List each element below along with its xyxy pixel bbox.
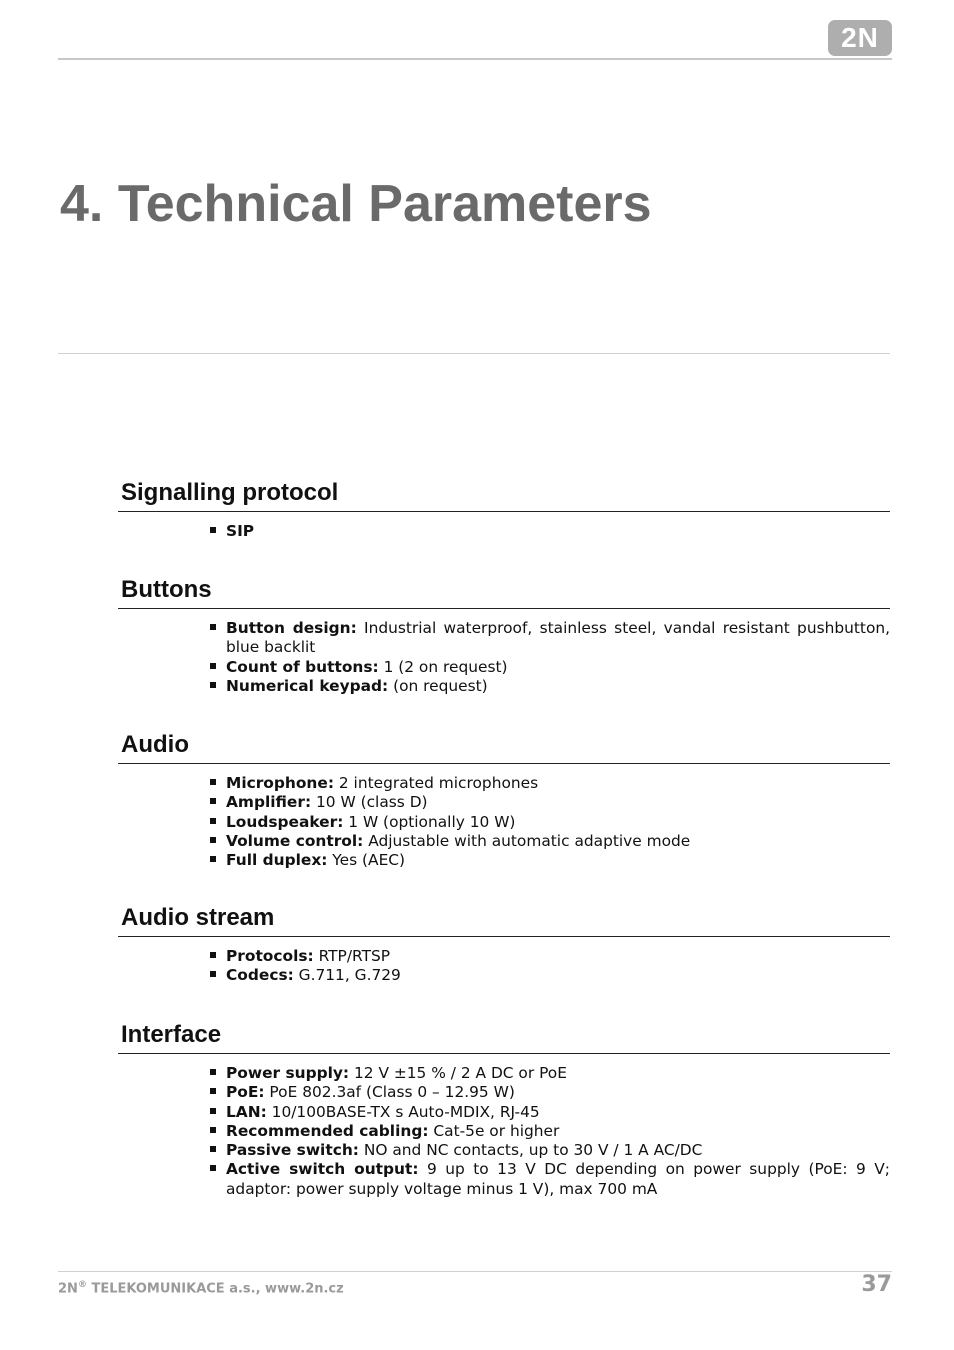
list-item bbox=[208, 1064, 890, 1083]
spec-value: PoE 802.3af (Class 0 – 12.95 W) bbox=[264, 1083, 515, 1102]
spec-term: Active switch output: bbox=[226, 1160, 419, 1179]
list-item bbox=[208, 1160, 890, 1199]
spec-value: (on request) bbox=[388, 676, 488, 695]
brand-logo: 2N bbox=[828, 20, 892, 56]
spec-list bbox=[208, 1064, 890, 1199]
spec-list bbox=[208, 619, 890, 696]
section-title: Interface bbox=[118, 1020, 890, 1054]
spec-value: Industrial waterproof, stainless steel, vandal resistant pushbutton, blue backlit bbox=[226, 619, 891, 657]
list-item bbox=[208, 677, 890, 696]
page-number: 37 bbox=[861, 1272, 892, 1297]
spec-term: Amplifier: bbox=[226, 793, 312, 812]
list-item bbox=[208, 658, 890, 677]
spec-value: 9 up to 13 V DC depending on power supply (PoE: 9 V; adaptor: power supply voltage minus 1 V), max 700 mA bbox=[226, 1160, 890, 1198]
list-item bbox=[208, 813, 890, 832]
list-item bbox=[208, 947, 890, 966]
spec-term: Volume control: bbox=[226, 831, 364, 850]
spec-term: SIP bbox=[226, 522, 255, 540]
list-item bbox=[208, 1083, 890, 1102]
spec-term: Microphone: bbox=[226, 774, 334, 792]
spec-value: RTP/RTSP bbox=[313, 947, 391, 965]
section-audio bbox=[118, 730, 890, 870]
spec-term: Count of buttons: bbox=[226, 657, 379, 676]
spec-term: Recommended cabling: bbox=[226, 1121, 429, 1140]
spec-term: Protocols: bbox=[226, 947, 314, 965]
section-audio-stream bbox=[118, 903, 890, 986]
list-item bbox=[208, 1141, 890, 1160]
spec-list bbox=[208, 774, 890, 870]
footer-rule bbox=[58, 1271, 892, 1272]
chapter-title: 4. Technical Parameters bbox=[60, 175, 652, 233]
section-interface bbox=[118, 1020, 890, 1199]
section-buttons bbox=[118, 575, 890, 696]
spec-term: PoE: bbox=[226, 1083, 265, 1102]
spec-term: Button design: bbox=[226, 619, 357, 637]
list-item bbox=[208, 1122, 890, 1141]
list-item bbox=[208, 1103, 890, 1122]
chapter-rule bbox=[58, 353, 890, 354]
spec-value: NO and NC contacts, up to 30 V / 1 A AC/DC bbox=[358, 1141, 703, 1160]
spec-term: Codecs: bbox=[226, 966, 294, 985]
footer-company bbox=[58, 1280, 344, 1296]
list-item bbox=[208, 774, 890, 793]
spec-value: Adjustable with automatic adaptive mode bbox=[363, 831, 691, 850]
spec-term: Power supply: bbox=[226, 1064, 350, 1082]
spec-value: 1 W (optionally 10 W) bbox=[343, 812, 516, 831]
list-item bbox=[208, 851, 890, 870]
spec-value: 10/100BASE-TX s Auto-MDIX, RJ-45 bbox=[266, 1102, 540, 1121]
section-title: Signalling protocol bbox=[118, 478, 890, 512]
spec-value: G.711, G.729 bbox=[293, 966, 401, 985]
spec-value: Cat-5e or higher bbox=[428, 1121, 560, 1140]
spec-list bbox=[208, 947, 890, 986]
spec-value: 10 W (class D) bbox=[311, 793, 428, 812]
spec-term: Full duplex: bbox=[226, 851, 328, 870]
spec-term: Passive switch: bbox=[226, 1141, 359, 1160]
list-item bbox=[208, 966, 890, 985]
section-title: Buttons bbox=[118, 575, 890, 609]
list-item bbox=[208, 522, 890, 541]
spec-term: LAN: bbox=[226, 1102, 267, 1121]
spec-term: Loudspeaker: bbox=[226, 812, 344, 831]
spec-value: Yes (AEC) bbox=[327, 851, 406, 870]
section-title: Audio stream bbox=[118, 903, 890, 937]
spec-list bbox=[208, 522, 890, 541]
spec-value: 2 integrated microphones bbox=[333, 774, 539, 792]
footer-company-name: TELEKOMUNIKACE a.s., www.2n.cz bbox=[86, 1281, 344, 1297]
section-title: Audio bbox=[118, 730, 890, 764]
spec-value: 12 V ±15 % / 2 A DC or PoE bbox=[349, 1064, 567, 1082]
spec-value: 1 (2 on request) bbox=[378, 657, 508, 676]
footer-brand: 2N bbox=[58, 1281, 78, 1297]
list-item bbox=[208, 793, 890, 812]
header-rule bbox=[58, 58, 892, 60]
registered-mark: ® bbox=[77, 1280, 87, 1290]
spec-term: Numerical keypad: bbox=[226, 676, 389, 695]
section-signalling-protocol bbox=[118, 478, 890, 541]
list-item bbox=[208, 832, 890, 851]
list-item bbox=[208, 619, 890, 658]
